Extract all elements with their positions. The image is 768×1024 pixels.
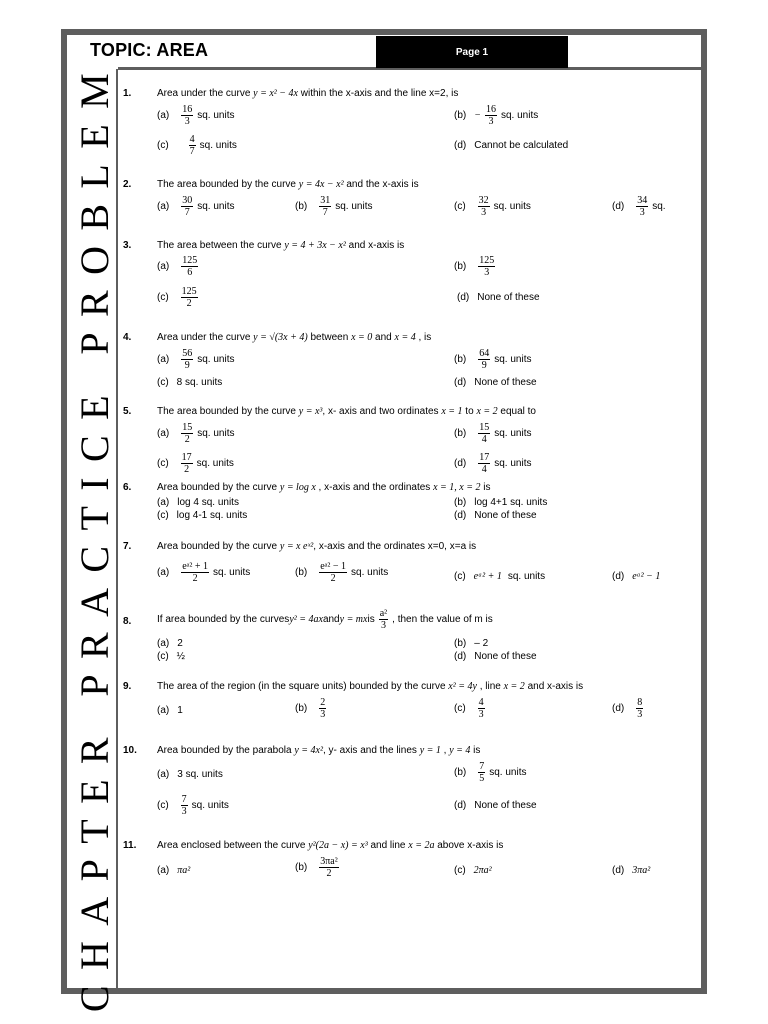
question-number: 7.	[123, 541, 132, 552]
question-stem: Area bounded by the curve y = x eˣ², x-axis and the ordinates x=0, x=a is	[157, 541, 477, 552]
option-d[interactable]: (d) None of these	[454, 510, 537, 521]
question-stem: Area bounded by the curve y = log x , x-axis and the ordinates x = 1, x = 2 is	[157, 482, 491, 493]
option-a[interactable]: (a) πa²	[157, 865, 191, 876]
option-a[interactable]: (a) 3 sq. units	[157, 769, 223, 780]
option-b[interactable]: (b) $\frac{15}{4}$ sq. units	[454, 422, 532, 445]
option-c[interactable]: (c) $\frac{17}{2}$ sq. units	[157, 452, 234, 475]
option-c[interactable]: (c) log 4-1 sq. units	[157, 510, 248, 521]
option-b[interactable]: (b) $\frac{31}{7}$ sq. units	[295, 195, 373, 218]
page-number-box	[376, 36, 568, 68]
question-stem: Area enclosed between the curve y²(2a − x) = x³ and line x = 2a above x-axis is	[157, 840, 504, 851]
question-number: 2.	[123, 179, 132, 190]
question-number: 8.	[123, 616, 132, 627]
option-a[interactable]: (a) $\frac{\text{eᵃ² + 1}}{2}$ sq. units	[157, 561, 251, 584]
question-stem: The area bounded by the curve y = 4x − x² and the x-axis is	[157, 179, 419, 190]
question-stem: If area bounded by the curves y² = 4ax and y = mx is $\frac{\text{a²}}{3}$ , then the value of m is	[157, 608, 493, 631]
option-b[interactable]: (b) – 2	[454, 638, 489, 649]
option-d[interactable]: (d) eᵃ² − 1	[612, 571, 661, 582]
option-c[interactable]: (c) eᵃ² + 1 sq. units	[454, 571, 546, 582]
option-d[interactable]: (d) Cannot be calculated	[454, 140, 569, 151]
option-a[interactable]: (a) $\frac{56}{9}$ sq. units	[157, 348, 235, 371]
option-d[interactable]: (d) None of these	[454, 800, 537, 811]
question-stem: The area of the region (in the square units) bounded by the curve x² = 4y , line x = 2 and x-axis is	[157, 681, 584, 692]
option-a[interactable]: (a) 1	[157, 705, 183, 716]
question-stem: Area under the curve y = x² − 4x within the x-axis and the line x=2, is	[157, 88, 459, 99]
option-b[interactable]: (b) $\frac{\text{3πa²}}{2}$	[295, 856, 338, 879]
question-number: 6.	[123, 482, 132, 493]
option-d[interactable]: (d) None of these	[454, 377, 537, 388]
option-a[interactable]: (a) $\frac{15}{2}$ sq. units	[157, 422, 235, 445]
page-number: Page 1	[455, 46, 489, 58]
sidebar-title: CHAPTER PRACTICE PROBLEM	[71, 57, 117, 1013]
question-stem: Area bounded by the parabola y = 4x², y- axis and the lines y = 1 , y = 4 is	[157, 745, 481, 756]
question-number: 1.	[123, 88, 132, 99]
option-c[interactable]: (c) 2πa²	[454, 865, 492, 876]
question-stem: Area under the curve y = √(3x + 4) between x = 0 and x = 4 , is	[157, 332, 432, 343]
option-a[interactable]: (a) $\frac{30}{7}$ sq. units	[157, 195, 235, 218]
option-b[interactable]: (b) log 4+1 sq. units	[454, 497, 548, 508]
question-number: 11.	[123, 840, 137, 851]
option-b[interactable]: (b) $\frac{7}{5}$ sq. units	[454, 761, 527, 784]
option-c[interactable]: (c) $\frac{4}{3}$	[454, 697, 484, 720]
option-a[interactable]: (a) $\frac{16}{3}$ sq. units	[157, 104, 235, 127]
option-c[interactable]: (c) $\frac{7}{3}$ sq. units	[157, 794, 229, 817]
question-number: 5.	[123, 406, 132, 417]
question-stem: The area bounded by the curve y = x³, x- axis and two ordinates x = 1 to x = 2 equal to	[157, 406, 536, 417]
option-d[interactable]: (d) 3πa²	[612, 865, 651, 876]
question-number: 4.	[123, 332, 132, 343]
option-b[interactable]: (b) $\frac{2}{3}$	[295, 697, 326, 720]
option-d[interactable]: (d) None of these	[457, 292, 540, 303]
option-b[interactable]: (b) − $\frac{16}{3}$ sq. units	[454, 104, 539, 127]
option-c[interactable]: (c) $\frac{32}{3}$ sq. units	[454, 195, 531, 218]
option-c[interactable]: (c) $\frac{4}{7}$ sq. units	[157, 134, 237, 157]
topic-title: TOPIC: AREA	[90, 40, 209, 60]
question-number: 3.	[123, 240, 132, 251]
option-c[interactable]: (c) $\frac{125}{2}$	[157, 286, 197, 309]
question-stem: The area between the curve y = 4 + 3x − x² and x-axis is	[157, 240, 405, 251]
option-b[interactable]: (b) $\frac{64}{9}$ sq. units	[454, 348, 532, 371]
option-d[interactable]: (d) $\frac{8}{3}$	[612, 697, 643, 720]
option-b[interactable]: (b) $\frac{125}{3}$	[454, 255, 495, 278]
question-number: 9.	[123, 681, 132, 692]
option-a[interactable]: (a) $\frac{125}{6}$	[157, 255, 198, 278]
option-a[interactable]: (a) log 4 sq. units	[157, 497, 239, 508]
option-c[interactable]: (c) 8 sq. units	[157, 377, 223, 388]
option-c[interactable]: (c) ½	[157, 651, 186, 662]
option-d[interactable]: (d) None of these	[454, 651, 537, 662]
option-a[interactable]: (a) 2	[157, 638, 183, 649]
option-d[interactable]: (d) $\frac{34}{3}$ sq.	[612, 195, 666, 218]
option-d[interactable]: (d) $\frac{17}{4}$ sq. units	[454, 452, 532, 475]
option-b[interactable]: (b) $\frac{\text{eᵃ² − 1}}{2}$ sq. units	[295, 561, 389, 584]
question-number: 10.	[123, 745, 137, 756]
